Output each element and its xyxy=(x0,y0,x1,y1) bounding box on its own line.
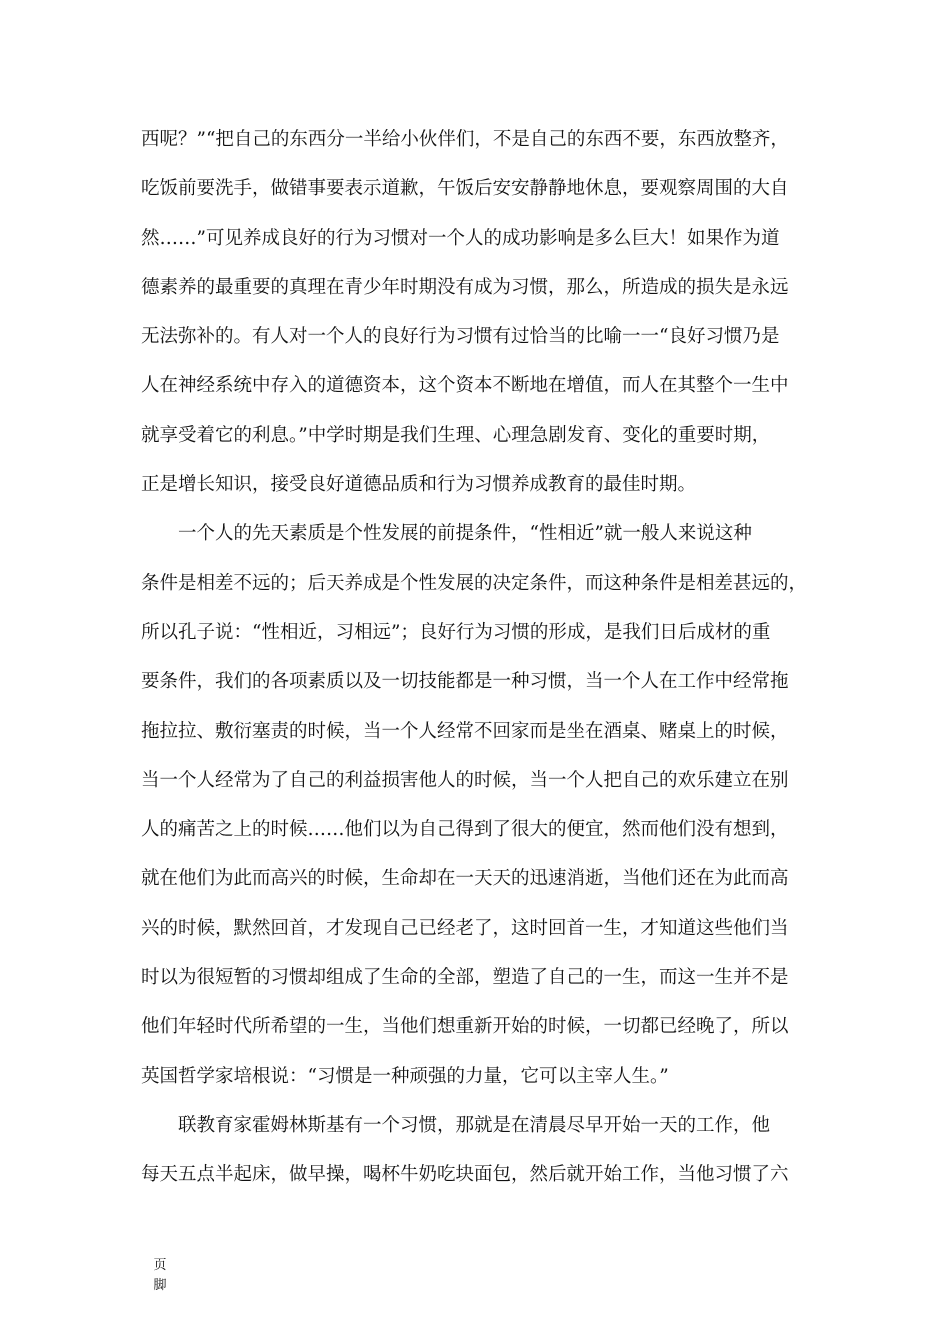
page-footer xyxy=(152,1256,168,1296)
text-line: 时以为很短暂的习惯却组成了生命的全部，塑造了自己的一生，而这一生并不是 xyxy=(141,967,789,989)
text-line: 就享受着它的利息。”中学时期是我们生理、心理急剧发育、变化的重要时期， xyxy=(141,424,771,446)
text-line: 就在他们为此而高兴的时候，生命却在一天天的迅速消逝，当他们还在为此而高 xyxy=(141,868,789,890)
text-line: 无法弥补的。有人对一个人的良好行为习惯有过恰当的比喻一一“良好习惯乃是 xyxy=(141,326,780,348)
text-line: 正是增长知识，接受良好道德品质和行为习惯养成教育的最佳时期。 xyxy=(141,474,697,496)
text-line: 西呢？”“把自己的东西分一半给小伙伴们，不是自己的东西不要，东西放整齐， xyxy=(141,129,789,150)
text-line: 当一个人经常为了自己的利益损害他人的时候，当一个人把自己的欢乐建立在别 xyxy=(141,769,789,791)
text-line: 条件是相差不远的；后天养成是个性发展的决定条件，而这种条件是相差甚远的， xyxy=(141,572,808,594)
text-line: 每天五点半起床，做早操，喝杯牛奶吃块面包，然后就开始工作，当他习惯了六 xyxy=(141,1164,789,1186)
footer-label-line2: 脚 xyxy=(153,1278,167,1293)
text-line: 要条件，我们的各项素质以及一切技能都是一种习惯，当一个人在工作中经常拖 xyxy=(141,671,789,693)
text-line: 兴的时候，默然回首，才发现自己已经老了，这时回首一生，才知道这些他们当 xyxy=(141,917,789,939)
text-line: 德素养的最重要的真理在青少年时期没有成为习惯，那么，所造成的损失是永远 xyxy=(141,276,789,298)
text-line: 人的痛苦之上的时候……他们以为自己得到了很大的便宜，然而他们没有想到， xyxy=(141,819,789,841)
text-line: 英国哲学家培根说：“习惯是一种顽强的力量，它可以主宰人生。” xyxy=(141,1065,669,1087)
body-text xyxy=(141,115,826,1200)
text-line: 吃饭前要洗手，做错事要表示道歉，午饭后安安静静地休息，要观察周围的大自 xyxy=(141,178,789,200)
text-line: 他们年轻时代所希望的一生，当他们想重新开始的时候，一切都已经晚了，所以 xyxy=(141,1016,789,1038)
text-line: 联教育家霍姆林斯基有一个习惯，那就是在清晨尽早开始一天的工作，他 xyxy=(141,1114,771,1136)
text-line: 一个人的先天素质是个性发展的前提条件，“性相近”就一般人来说这种 xyxy=(141,523,752,545)
text-line: 所以孔子说：“性相近，习相远”；良好行为习惯的形成，是我们日后成材的重 xyxy=(141,621,771,643)
text-line: 人在神经系统中存入的道德资本，这个资本不断地在增值，而人在其整个一生中 xyxy=(141,375,789,397)
text-line: 拖拉拉、敷衍塞责的时候，当一个人经常不回家而是坐在酒桌、赌桌上的时候， xyxy=(141,720,789,742)
footer-label-line1: 页 xyxy=(153,1258,167,1273)
text-line: 然……”可见养成良好的行为习惯对一个人的成功影响是多么巨大！如果作为道 xyxy=(141,227,780,249)
